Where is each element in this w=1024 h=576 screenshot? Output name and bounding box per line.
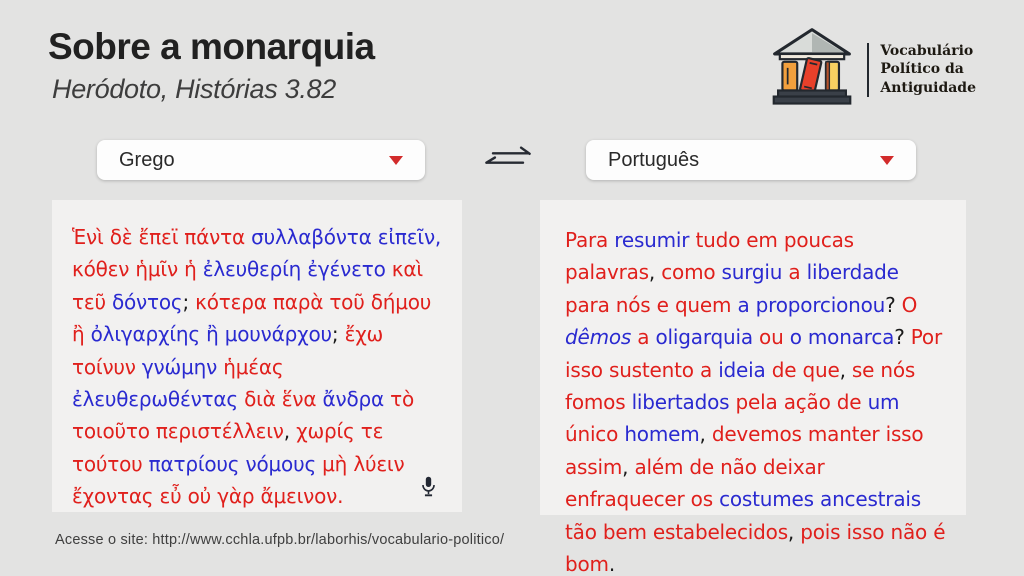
text-segment: ἡμέας — [223, 354, 284, 379]
portuguese-text — [565, 224, 946, 576]
text-segment: , — [622, 454, 635, 479]
swap-languages-button[interactable] — [477, 144, 539, 176]
text-segment: resumir — [614, 228, 696, 252]
text-segment: a — [631, 325, 656, 350]
text-segment: dêmos — [565, 325, 632, 350]
source-language-label: Grego — [119, 148, 175, 171]
text-segment: ? — [885, 292, 902, 317]
logo — [768, 27, 976, 112]
text-segment: a — [788, 260, 807, 285]
text-segment: πατρίους νόμους — [148, 451, 323, 476]
text-segment: δόντος — [111, 289, 183, 314]
source-language-dropdown[interactable] — [97, 140, 425, 180]
page-subtitle: Heródoto, Histórias 3.82 — [52, 74, 336, 104]
text-segment: κόθεν ἡμῖν ἡ — [72, 257, 203, 282]
text-segment: para nós e quem — [565, 292, 738, 317]
text-segment: homem — [624, 422, 700, 447]
chevron-down-icon — [389, 156, 403, 165]
text-segment: surgiu — [721, 260, 789, 285]
text-segment: ; — [182, 289, 196, 314]
text-segment: , — [283, 419, 297, 444]
text-segment: a proporcionou — [737, 292, 886, 317]
text-segment: Por isso sustento a — [565, 325, 942, 382]
source-text-panel — [52, 200, 462, 512]
text-segment: oligarquia — [655, 325, 760, 350]
text-segment: , — [699, 422, 712, 447]
text-segment: , — [839, 357, 852, 382]
microphone-icon[interactable] — [416, 472, 440, 502]
text-segment: se nós fomos — [565, 357, 916, 414]
text-segment: ἄνδρα — [322, 386, 391, 411]
logo-text: Vocabulário Político da Antiguidade — [880, 43, 976, 96]
text-segment: ἔχω τοίνυν — [72, 322, 384, 379]
text-segment: pois isso não é bom — [565, 519, 946, 576]
text-segment: . — [608, 551, 615, 576]
text-segment: tão bem estabelecidos — [565, 519, 788, 544]
text-segment: καὶ τεῦ — [72, 257, 423, 314]
text-segment: além de não deixar enfraquecer os — [565, 454, 825, 512]
chevron-down-icon — [880, 156, 894, 165]
footer-site-link: Acesse o site: http://www.cchla.ufpb.br/laborhis/vocabulario-politico/ — [55, 532, 505, 548]
text-segment: κότερα παρὰ τοῦ δήμου ἢ — [72, 289, 432, 347]
text-segment: , — [648, 260, 662, 285]
text-segment: ? — [894, 325, 911, 350]
text-segment: Para — [565, 228, 615, 252]
text-segment: ἐλευθερίη ἐγένετο — [202, 257, 392, 282]
text-segment: liberdade — [806, 260, 899, 285]
text-segment: único — [565, 422, 625, 447]
temple-books-icon — [768, 27, 856, 112]
text-segment: , — [787, 519, 801, 544]
text-segment: συλλαβόντα εἰπεῖν, — [251, 225, 442, 249]
target-language-dropdown[interactable] — [586, 140, 916, 180]
logo-divider — [867, 43, 869, 97]
text-segment: pela ação de — [735, 389, 868, 414]
text-segment: tudo em poucas palavras — [565, 228, 854, 285]
text-segment: χωρίς τε τούτου — [72, 419, 384, 476]
text-segment: μὴ λύειν ἔχοντας εὖ οὐ γὰρ ἄμεινον. — [72, 451, 405, 509]
text-segment: ou — [759, 325, 790, 350]
text-segment: o monarca — [789, 325, 895, 350]
text-segment: γνώμην — [141, 354, 224, 379]
text-segment: libertados — [631, 389, 736, 414]
text-segment: costumes ancestrais — [719, 487, 921, 512]
text-segment: διὰ ἕνα — [244, 386, 323, 411]
text-segment: ἐλευθερωθέντας — [72, 386, 245, 411]
target-text-panel — [540, 200, 966, 576]
text-segment: Ἑνὶ δὲ ἔπεϊ πάντα — [72, 225, 252, 249]
text-segment: ; — [331, 322, 345, 347]
text-segment: τὸ τοιοῦτο περιστέλλειν — [72, 386, 415, 444]
text-segment: ideia — [718, 357, 772, 382]
text-segment: devemos manter isso assim — [565, 422, 924, 479]
swap-arrows-icon — [478, 143, 538, 178]
text-segment: um — [867, 389, 900, 414]
text-segment: como — [661, 260, 722, 285]
page-title: Sobre a monarquia — [48, 26, 375, 67]
text-segment: ὀλιγαρχίης ἢ μουνάρχου — [90, 322, 332, 347]
target-language-label: Português — [608, 148, 700, 171]
greek-text — [72, 221, 444, 513]
text-segment: O — [901, 292, 918, 317]
text-segment: de que — [771, 357, 840, 382]
